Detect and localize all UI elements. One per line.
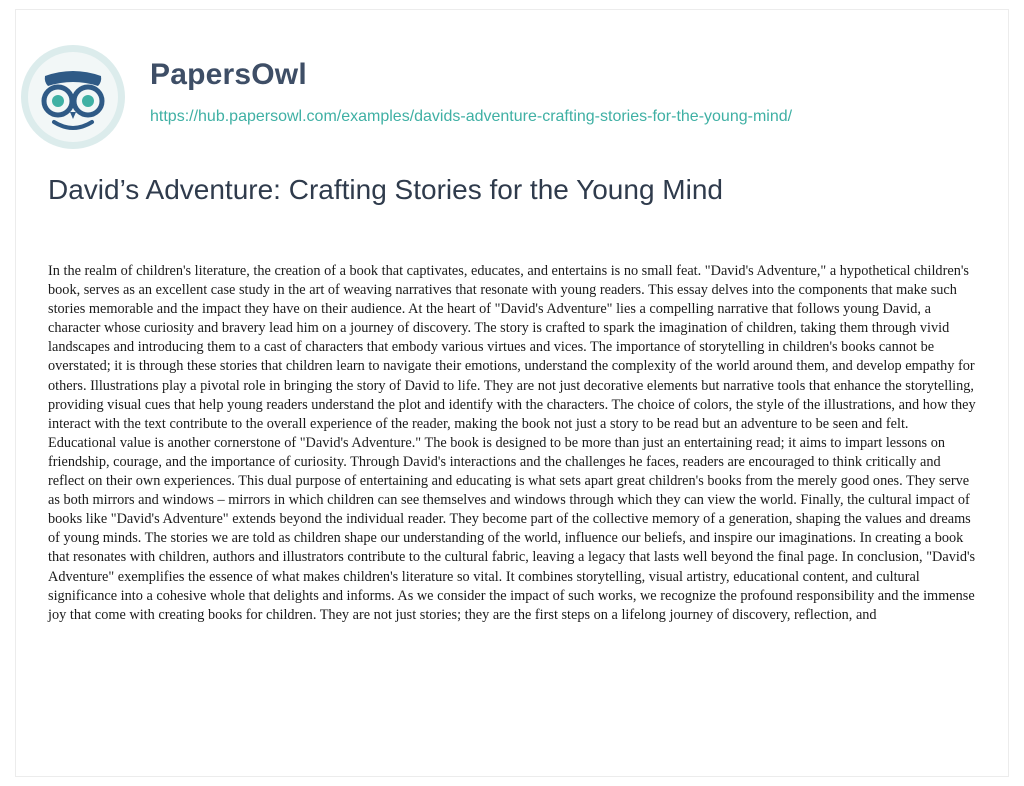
source-url-link[interactable]: https://hub.papersowl.com/examples/davids-adventure-crafting-stories-for-the-young-mind/ <box>150 108 793 125</box>
owl-logo-icon <box>18 42 128 152</box>
essay-body: In the realm of children's literature, the creation of a book that captivates, educates, and entertains is no small feat. "David's Adventure," a hypothetical children's book, serves as an excellent case study in the art of weaving narratives that resonate with young readers. This essay delves into the components that make such stories memorable and the impact they have on their audience. At the heart of "David's Adventure" lies a compelling narrative that follows young David, a character whose curiosity and bravery lead him on a journey of discovery. The story is crafted to spark the imagination of children, taking them through vivid landscapes and introducing them to a cast of characters that embody various virtues and vices. The importance of storytelling in children's books cannot be overstated; it is through these stories that children learn to navigate their emotions, understand the complexity of the world around them, and develop empathy for others. Illustrations play a pivotal role in bringing the story of David to life. They are not just decorative elements but narrative tools that enhance the storytelling, providing visual cues that help young readers understand the plot and identify with the characters. The choice of colors, the style of the illustrations, and how they interact with the text contribute to the overall experience of the reader, making the book not just a story to be read but an adventure to be seen and felt. Educational value is another cornerstone of "David's Adventure." The book is designed to be more than just an entertaining read; it aims to impart lessons on friendship, courage, and the importance of curiosity. Through David's interactions and the challenges he faces, readers are encouraged to think critically and reflect on their own experiences. This dual purpose of entertaining and educating is what sets apart great children's books from the merely good ones. They serve as both mirrors and windows – mirrors in which children can see themselves and windows through which they can view the world. Finally, the cultural impact of books like "David's Adventure" extends beyond the individual reader. They become part of the collective memory of a generation, shaping the values and dreams of young minds. The stories we are told as children shape our understanding of the world, influence our beliefs, and inspire our imaginations. In creating a book that resonates with children, authors and illustrators contribute to the cultural fabric, leaving a legacy that lasts well beyond the final page. In conclusion, "David's Adventure" exemplifies the essence of what makes children's literature so vital. It combines storytelling, visual artistry, educational content, and cultural significance into a cohesive whole that delights and informs. As we consider the impact of such works, we recognize the profound responsibility and the immense joy that come with creating books for children. They are not just stories; they are the first steps on a lifelong journey of discovery, reflection, and <box>48 263 976 623</box>
essay-title: David’s Adventure: Crafting Stories for the Young Mind <box>48 174 723 205</box>
brand-name[interactable]: PapersOwl <box>150 58 307 91</box>
